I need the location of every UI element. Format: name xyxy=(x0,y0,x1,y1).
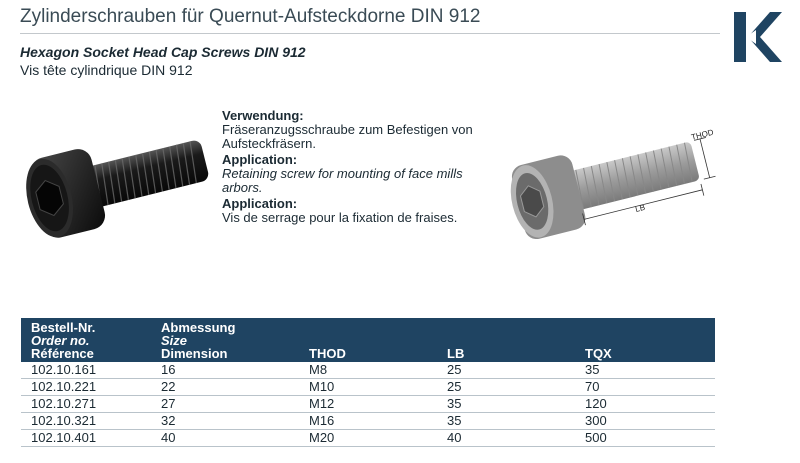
cell-size: 40 xyxy=(151,430,299,447)
subtitle-french: Vis tête cylindrique DIN 912 xyxy=(20,62,193,78)
cell-thod: M20 xyxy=(299,430,437,447)
title-divider xyxy=(20,33,720,34)
lb-label: LB xyxy=(634,202,646,214)
cell-size: 16 xyxy=(151,362,299,379)
usage-description xyxy=(222,109,492,225)
cell-tqx: 300 xyxy=(575,413,715,430)
usage-heading-fr: Application: xyxy=(222,196,298,211)
cell-thod: M10 xyxy=(299,379,437,396)
cell-tqx: 500 xyxy=(575,430,715,447)
cell-thod: M8 xyxy=(299,362,437,379)
cell-tqx: 70 xyxy=(575,379,715,396)
thod-label: THOD xyxy=(690,127,715,142)
col-header-order-no: Bestell-Nr. Order no. Référence xyxy=(31,320,96,361)
cell-thod: M12 xyxy=(299,396,437,413)
table-row xyxy=(21,362,715,379)
col-header-thod: THOD xyxy=(309,346,346,361)
subtitle-english: Hexagon Socket Head Cap Screws DIN 912 xyxy=(20,44,306,60)
usage-text-en: Retaining screw for mounting of face mills arbors. xyxy=(222,166,463,195)
cell-order-no: 102.10.221 xyxy=(21,379,151,396)
cell-tqx: 35 xyxy=(575,362,715,379)
table-row xyxy=(21,396,715,413)
cell-size: 27 xyxy=(151,396,299,413)
cell-lb: 35 xyxy=(437,413,575,430)
k-logo xyxy=(728,10,782,64)
cell-lb: 40 xyxy=(437,430,575,447)
page-title: Zylinderschrauben für Quernut-Aufsteckdorne DIN 912 xyxy=(20,6,481,27)
cell-lb: 25 xyxy=(437,379,575,396)
table-row xyxy=(21,413,715,430)
usage-text-fr: Vis de serrage pour la fixation de fraises. xyxy=(222,210,458,225)
col-header-size: Abmessung Size Dimension xyxy=(161,320,236,361)
screw-photo xyxy=(18,118,213,248)
cell-order-no: 102.10.321 xyxy=(21,413,151,430)
cell-order-no: 102.10.401 xyxy=(21,430,151,447)
cell-order-no: 102.10.271 xyxy=(21,396,151,413)
cell-size: 22 xyxy=(151,379,299,396)
usage-heading-de: Verwendung: xyxy=(222,108,304,123)
cell-tqx: 120 xyxy=(575,396,715,413)
table-row xyxy=(21,379,715,396)
cell-size: 32 xyxy=(151,413,299,430)
cell-thod: M16 xyxy=(299,413,437,430)
table-row xyxy=(21,430,715,447)
product-table xyxy=(21,318,715,447)
col-header-lb: LB xyxy=(447,346,465,361)
cell-lb: 35 xyxy=(437,396,575,413)
screw-dimension-drawing xyxy=(508,112,728,242)
usage-heading-en: Application: xyxy=(222,152,298,167)
cell-lb: 25 xyxy=(437,362,575,379)
cell-order-no: 102.10.161 xyxy=(21,362,151,379)
usage-text-de: Fräseranzugsschraube zum Befestigen von Aufsteckfräsern. xyxy=(222,122,473,151)
col-header-tqx: TQX xyxy=(585,346,612,361)
table-header-row xyxy=(21,318,715,362)
